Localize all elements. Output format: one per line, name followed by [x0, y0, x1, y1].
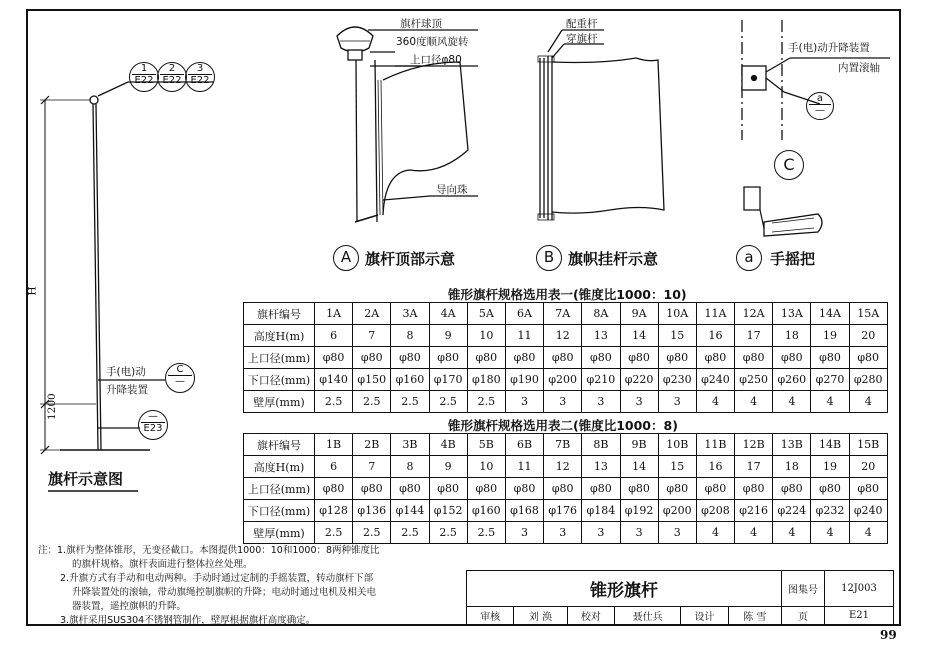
table-cell: 14 — [620, 325, 658, 347]
review-name: 刘 涣 — [514, 607, 567, 625]
table-cell: φ210 — [582, 369, 620, 391]
table-cell: 8 — [391, 456, 429, 478]
table-cell: φ80 — [735, 347, 773, 369]
callout-e23[interactable]: — E23 — [138, 410, 168, 440]
table-cell: φ184 — [582, 500, 620, 522]
table-cell: φ192 — [620, 500, 658, 522]
table-cell: φ224 — [773, 500, 811, 522]
table-cell: 11B — [696, 434, 734, 456]
detail-a-topdia-label: 上口径φ80 — [410, 54, 462, 66]
check-name: 聂仕兵 — [615, 607, 681, 625]
row-header: 壁厚(mm) — [244, 522, 315, 544]
table-cell: φ80 — [696, 478, 734, 500]
table-cell: 3 — [620, 522, 658, 544]
table-cell: φ80 — [429, 347, 467, 369]
table-cell: 13 — [582, 456, 620, 478]
table-cell: 2.5 — [353, 522, 391, 544]
table-cell: 8 — [391, 325, 429, 347]
table-cell: 12 — [544, 325, 582, 347]
table-cell: 3 — [505, 522, 543, 544]
table-cell: φ80 — [391, 478, 429, 500]
table-cell: φ80 — [544, 478, 582, 500]
note-line: 升降装置处的滚轴，带动旗绳控制旗帜的升降；电动时通过电机及相关电 — [72, 587, 377, 598]
handle-caption: 手摇把 — [770, 250, 816, 268]
page-code: E21 — [825, 607, 894, 625]
table-cell: 2B — [353, 434, 391, 456]
dim-1200-label: 1200 — [46, 393, 58, 420]
table-cell: φ152 — [429, 500, 467, 522]
table-cell: 4B — [429, 434, 467, 456]
table-cell: 2.5 — [315, 522, 353, 544]
callout-num: 3 — [196, 63, 204, 74]
table-cell: φ240 — [849, 500, 887, 522]
page-number: 99 — [880, 628, 897, 642]
table-cell: 15B — [849, 434, 887, 456]
table-row — [244, 456, 888, 478]
callout-3-e22[interactable] — [185, 62, 215, 92]
callout-2-e22[interactable] — [157, 62, 187, 92]
notes-block — [38, 544, 380, 628]
table-cell: φ160 — [391, 369, 429, 391]
detail-a-rotate-label: 360度顺风旋转 — [396, 36, 469, 48]
table-cell: φ176 — [544, 500, 582, 522]
table-cell: φ80 — [849, 478, 887, 500]
table1-title: 锥形旗杆规格选用表一(锥度比1000：10) — [448, 287, 687, 302]
table-cell: φ136 — [353, 500, 391, 522]
table-cell: 19 — [811, 325, 849, 347]
dim-h-label: H — [26, 286, 39, 296]
row-header: 高度H(m) — [244, 325, 315, 347]
table-cell: 6A — [505, 303, 543, 325]
table-cell: φ80 — [849, 347, 887, 369]
table-cell: φ80 — [658, 478, 696, 500]
table-cell: φ128 — [315, 500, 353, 522]
atlas-label: 图集号 — [782, 571, 825, 607]
table-cell: 8B — [582, 434, 620, 456]
table-cell: 3 — [658, 522, 696, 544]
table-cell: 20 — [849, 325, 887, 347]
table-cell: 3 — [582, 391, 620, 413]
table-cell: 13 — [582, 325, 620, 347]
table-cell: φ80 — [696, 347, 734, 369]
detail-b-pole-label: 穿旗杆 — [566, 33, 598, 45]
table-cell: φ168 — [505, 500, 543, 522]
table-cell: 3 — [544, 522, 582, 544]
table-cell: 14 — [620, 456, 658, 478]
table2-title: 锥形旗杆规格选用表二(锥度比1000：8) — [448, 418, 678, 433]
table-cell: 4 — [696, 391, 734, 413]
table-cell: φ80 — [315, 347, 353, 369]
table-cell: 4A — [429, 303, 467, 325]
table-cell: 11A — [696, 303, 734, 325]
table-cell: φ80 — [658, 347, 696, 369]
table-cell: φ270 — [811, 369, 849, 391]
table-row — [244, 500, 888, 522]
lift-label-1: 手(电)动 — [106, 366, 146, 378]
table-cell: 2.5 — [391, 391, 429, 413]
table-cell: φ280 — [849, 369, 887, 391]
table-row — [244, 391, 888, 413]
table-cell: 3 — [582, 522, 620, 544]
table-cell: 4 — [811, 391, 849, 413]
table-cell: 4 — [696, 522, 734, 544]
row-header: 下口径(mm) — [244, 369, 315, 391]
table-cell: φ200 — [544, 369, 582, 391]
table-cell: φ190 — [505, 369, 543, 391]
table-cell: 6 — [315, 456, 353, 478]
table-cell: 9 — [429, 325, 467, 347]
table-cell: 2.5 — [467, 391, 505, 413]
table-cell: 4 — [849, 522, 887, 544]
table-cell: 5A — [467, 303, 505, 325]
table-cell: φ140 — [315, 369, 353, 391]
table-cell: 3B — [391, 434, 429, 456]
table-cell: φ144 — [391, 500, 429, 522]
table-cell: φ160 — [467, 500, 505, 522]
table-cell: 18 — [773, 325, 811, 347]
detail-a-circle: A — [333, 245, 359, 271]
table-cell: φ80 — [353, 347, 391, 369]
table-cell: 15A — [849, 303, 887, 325]
table-cell: φ80 — [467, 478, 505, 500]
detail-c-roller-label: 内置滚轴 — [838, 62, 880, 74]
table-cell: φ80 — [429, 478, 467, 500]
table-row — [244, 478, 888, 500]
table-cell: φ250 — [735, 369, 773, 391]
callout-1-e22[interactable] — [129, 62, 159, 92]
table-cell: 17 — [735, 456, 773, 478]
note-line: 器装置，遥控旗帜的升降。 — [72, 601, 187, 612]
table-cell: 13A — [773, 303, 811, 325]
row-header: 上口径(mm) — [244, 347, 315, 369]
lift-label-2: 升降装置 — [106, 384, 148, 396]
table-cell: 3 — [544, 391, 582, 413]
table-cell: φ232 — [811, 500, 849, 522]
table-cell: 2.5 — [315, 391, 353, 413]
table-cell: 10 — [467, 325, 505, 347]
detail-c-device-label: 手(电)动升降装置 — [788, 42, 870, 54]
table-cell: 2.5 — [467, 522, 505, 544]
row-header: 壁厚(mm) — [244, 391, 315, 413]
drawing-title: 旗杆示意图 — [48, 470, 124, 488]
spec-table-2 — [243, 433, 888, 544]
table-cell: 5B — [467, 434, 505, 456]
table-cell: φ80 — [811, 478, 849, 500]
atlas-number: 12J003 — [825, 571, 894, 607]
table-cell: 18 — [773, 456, 811, 478]
table-cell: 7B — [544, 434, 582, 456]
table-row — [244, 522, 888, 544]
table-cell: φ150 — [353, 369, 391, 391]
design-name: 陈 雪 — [728, 607, 781, 625]
handle-body — [744, 187, 760, 210]
table-row — [244, 347, 888, 369]
table-cell: φ80 — [505, 478, 543, 500]
table-cell: 9A — [620, 303, 658, 325]
callout-a[interactable]: a — — [806, 92, 834, 120]
design-label: 设计 — [681, 607, 728, 625]
table-cell: φ180 — [467, 369, 505, 391]
table-cell: 10B — [658, 434, 696, 456]
table-row — [244, 303, 888, 325]
table-cell: 15 — [658, 325, 696, 347]
table-cell: 10 — [467, 456, 505, 478]
table-cell: φ260 — [773, 369, 811, 391]
table-cell: φ80 — [811, 347, 849, 369]
pole-ball — [90, 96, 98, 104]
callout-sheet: E22 — [188, 74, 212, 86]
table-cell: 2.5 — [429, 391, 467, 413]
table-cell: 11 — [505, 456, 543, 478]
page-label: 页 — [782, 607, 825, 625]
detail-b-circle: B — [536, 245, 562, 271]
note-line: 3.旗杆采用SUS304不锈钢管制作，壁厚根据旗杆高度确定。 — [60, 615, 316, 626]
callout-c[interactable]: C — — [165, 363, 195, 393]
table-cell: 15 — [658, 456, 696, 478]
detail-a-caption: 旗杆顶部示意 — [365, 250, 456, 268]
drawing-sheet-title: 锥形旗杆 — [467, 571, 782, 607]
table-cell: 2.5 — [353, 391, 391, 413]
table-cell: 3 — [658, 391, 696, 413]
table-cell: 20 — [849, 456, 887, 478]
table-cell: 4 — [773, 522, 811, 544]
table-cell: 6 — [315, 325, 353, 347]
table-cell: φ80 — [773, 478, 811, 500]
row-header: 高度H(m) — [244, 456, 315, 478]
table-cell: 8A — [582, 303, 620, 325]
row-header: 旗杆编号 — [244, 303, 315, 325]
table-cell: 12B — [735, 434, 773, 456]
table-cell: 2.5 — [391, 522, 429, 544]
table-cell: φ80 — [544, 347, 582, 369]
table-cell: 4 — [849, 391, 887, 413]
table-cell: 16 — [696, 325, 734, 347]
handle-grip — [764, 214, 822, 236]
table-cell: 9 — [429, 456, 467, 478]
table-cell: 1A — [315, 303, 353, 325]
table-cell: φ80 — [582, 478, 620, 500]
table-cell: φ170 — [429, 369, 467, 391]
table-cell: 10A — [658, 303, 696, 325]
table-cell: 7 — [353, 456, 391, 478]
table-cell: 11 — [505, 325, 543, 347]
table-cell: 2A — [353, 303, 391, 325]
table-cell: 3 — [620, 391, 658, 413]
title-block — [466, 570, 894, 625]
row-header: 下口径(mm) — [244, 500, 315, 522]
table-cell: φ220 — [620, 369, 658, 391]
table-cell: 4 — [811, 522, 849, 544]
table-cell: φ80 — [773, 347, 811, 369]
callout-num: 2 — [168, 63, 176, 74]
table-cell: 14A — [811, 303, 849, 325]
detail-c-circle: C — [774, 150, 804, 180]
table-cell: φ216 — [735, 500, 773, 522]
table-cell: 17 — [735, 325, 773, 347]
table-cell: φ240 — [696, 369, 734, 391]
callout-num: 1 — [140, 63, 148, 74]
table-cell: φ230 — [658, 369, 696, 391]
spec-table-1 — [243, 302, 888, 413]
check-label: 校对 — [567, 607, 614, 625]
detail-b-caption: 旗帜挂杆示意 — [568, 250, 659, 268]
table-cell: 12A — [735, 303, 773, 325]
table-cell: φ200 — [658, 500, 696, 522]
table-cell: φ80 — [315, 478, 353, 500]
table-cell: 19 — [811, 456, 849, 478]
table-row — [244, 369, 888, 391]
table-cell: 12 — [544, 456, 582, 478]
table-row — [244, 434, 888, 456]
table-cell: φ80 — [582, 347, 620, 369]
handle-circle: a — [736, 245, 762, 271]
note-line: 注：1.旗杆为整体锥形，无变径截口。本图提供1000：10和1000：8两种锥度比 — [38, 545, 380, 556]
table-cell: 9B — [620, 434, 658, 456]
table-cell: 3A — [391, 303, 429, 325]
table-cell: 14B — [811, 434, 849, 456]
note-line: 2.升旗方式有手动和电动两种。手动时通过定制的手摇装置，转动旗杆下部 — [60, 573, 374, 584]
row-header: 上口径(mm) — [244, 478, 315, 500]
table-cell: φ80 — [620, 478, 658, 500]
table-cell: φ208 — [696, 500, 734, 522]
table-cell: 7 — [353, 325, 391, 347]
review-label: 审核 — [467, 607, 514, 625]
table-row — [244, 325, 888, 347]
table-cell: φ80 — [620, 347, 658, 369]
table-cell: 7A — [544, 303, 582, 325]
detail-a-ball-top — [337, 27, 373, 52]
table-cell: 4 — [773, 391, 811, 413]
detail-b-flag — [552, 58, 664, 213]
table-cell: φ80 — [467, 347, 505, 369]
detail-a-bead-label: 导向珠 — [436, 184, 468, 196]
table-cell: 4 — [735, 391, 773, 413]
table-cell: 2.5 — [429, 522, 467, 544]
detail-b-weight-label: 配重杆 — [566, 18, 598, 30]
callout-sheet: E22 — [132, 74, 156, 86]
table-cell: 4 — [735, 522, 773, 544]
table-cell: 16 — [696, 456, 734, 478]
row-header: 旗杆编号 — [244, 434, 315, 456]
table-cell: 6B — [505, 434, 543, 456]
table-cell: 13B — [773, 434, 811, 456]
table-cell: φ80 — [735, 478, 773, 500]
note-line: 的旗杆规格。旗杆表面进行整体拉丝处理。 — [72, 559, 253, 570]
table-cell: φ80 — [391, 347, 429, 369]
detail-a-ball-label: 旗杆球顶 — [400, 18, 442, 30]
callout-sheet: E22 — [160, 74, 184, 86]
table-cell: 3 — [505, 391, 543, 413]
table-cell: φ80 — [505, 347, 543, 369]
table-cell: 1B — [315, 434, 353, 456]
table-cell: φ80 — [353, 478, 391, 500]
